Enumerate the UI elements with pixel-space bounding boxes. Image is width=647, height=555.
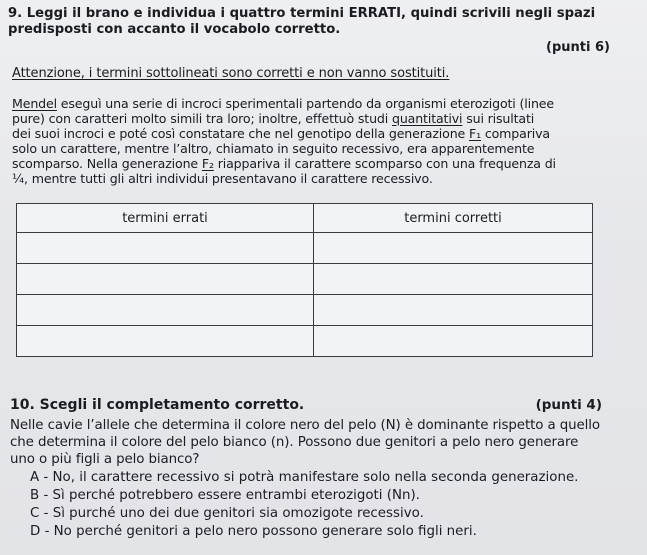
question-9 xyxy=(8,6,640,55)
question-10-text-line3: uno o più figli a pelo bianco? xyxy=(10,452,200,467)
option-d[interactable]: D - No perché genitori a pelo nero possono generare solo figli neri. xyxy=(30,524,477,539)
passage-text: compariva xyxy=(480,126,550,141)
passage-text: sui risultati xyxy=(462,111,535,126)
question-10-text xyxy=(10,417,640,468)
correct-term-cell[interactable] xyxy=(314,295,593,326)
option-a[interactable]: A - No, il carattere recessivo si potrà manifestare solo nella seconda generazione. xyxy=(30,470,579,485)
passage-line-1 xyxy=(12,96,634,111)
correct-term-cell[interactable] xyxy=(314,233,593,264)
header-wrong-terms: termini errati xyxy=(17,204,314,233)
question-9-title xyxy=(8,6,640,37)
table-row xyxy=(17,295,593,326)
passage-line-6: ¼, mentre tutti gli altri individui presentavano il carattere recessivo. xyxy=(12,171,433,186)
question-9-title-line1: 9. Leggi il brano e individua i quattro termini ERRATI, quindi scrivili negli spazi xyxy=(8,6,596,21)
correct-term-cell[interactable] xyxy=(314,326,593,357)
option-c[interactable]: C - Sì purché uno dei due genitori sia omozigote recessivo. xyxy=(30,506,424,521)
option-b[interactable]: B - Sì perché potrebbero essere entrambi eterozigoti (Nn). xyxy=(30,488,420,503)
question-10-options xyxy=(30,469,640,541)
passage-text: scomparso. Nella generazione xyxy=(12,156,202,171)
underlined-term-quantitativi: quantitativi xyxy=(391,111,463,126)
question-10 xyxy=(10,397,640,541)
answer-table-header-row xyxy=(17,204,593,233)
question-9-title-line2: predisposti con accanto il vocabolo corretto. xyxy=(8,21,341,37)
underlined-term-mendel: Mendel xyxy=(12,96,57,111)
question-10-text-line2: che determina il colore del pelo bianco (n). Possono due genitori a pelo nero generare xyxy=(10,435,579,450)
question-10-text-line1: Nelle cavie l’allele che determina il colore nero del pelo (N) è dominante rispetto a quello xyxy=(10,418,601,433)
passage-line-2 xyxy=(12,111,634,126)
passage-line-3 xyxy=(12,126,634,141)
passage-text: riappariva il carattere scomparso con una frequenza di xyxy=(213,156,556,171)
passage-text: dei suoi incroci e poté così constatare che nel genotipo della generazione xyxy=(12,126,469,141)
wrong-term-cell[interactable] xyxy=(17,326,314,357)
passage-line-5 xyxy=(12,156,634,171)
question-9-note: Attenzione, i termini sottolineati sono corretti e non vanno sostituiti. xyxy=(12,66,450,81)
question-9-points: (punti 6) xyxy=(546,40,610,55)
header-correct-terms: termini corretti xyxy=(314,204,593,233)
question-9-passage xyxy=(12,96,634,186)
table-row xyxy=(17,264,593,295)
wrong-term-cell[interactable] xyxy=(17,233,314,264)
underlined-term-f2: F₂ xyxy=(201,156,214,171)
table-row xyxy=(17,233,593,264)
underlined-term-f1: F₁ xyxy=(468,126,481,141)
question-10-title: 10. Scegli il completamento corretto. xyxy=(10,397,305,413)
table-row xyxy=(17,326,593,357)
passage-line-4: solo un carattere, mentre l’altro, chiamato in seguito recessivo, era apparentemente xyxy=(12,141,535,156)
passage-text: pure) con caratteri molto simili tra loro; inoltre, effettuò studi xyxy=(12,111,392,126)
wrong-term-cell[interactable] xyxy=(17,295,314,326)
passage-text: eseguì una serie di incroci sperimentali partendo da organismi eterozigoti (linee xyxy=(56,96,555,111)
question-10-points: (punti 4) xyxy=(535,397,602,413)
correct-term-cell[interactable] xyxy=(314,264,593,295)
wrong-term-cell[interactable] xyxy=(17,264,314,295)
answer-table xyxy=(16,203,593,357)
